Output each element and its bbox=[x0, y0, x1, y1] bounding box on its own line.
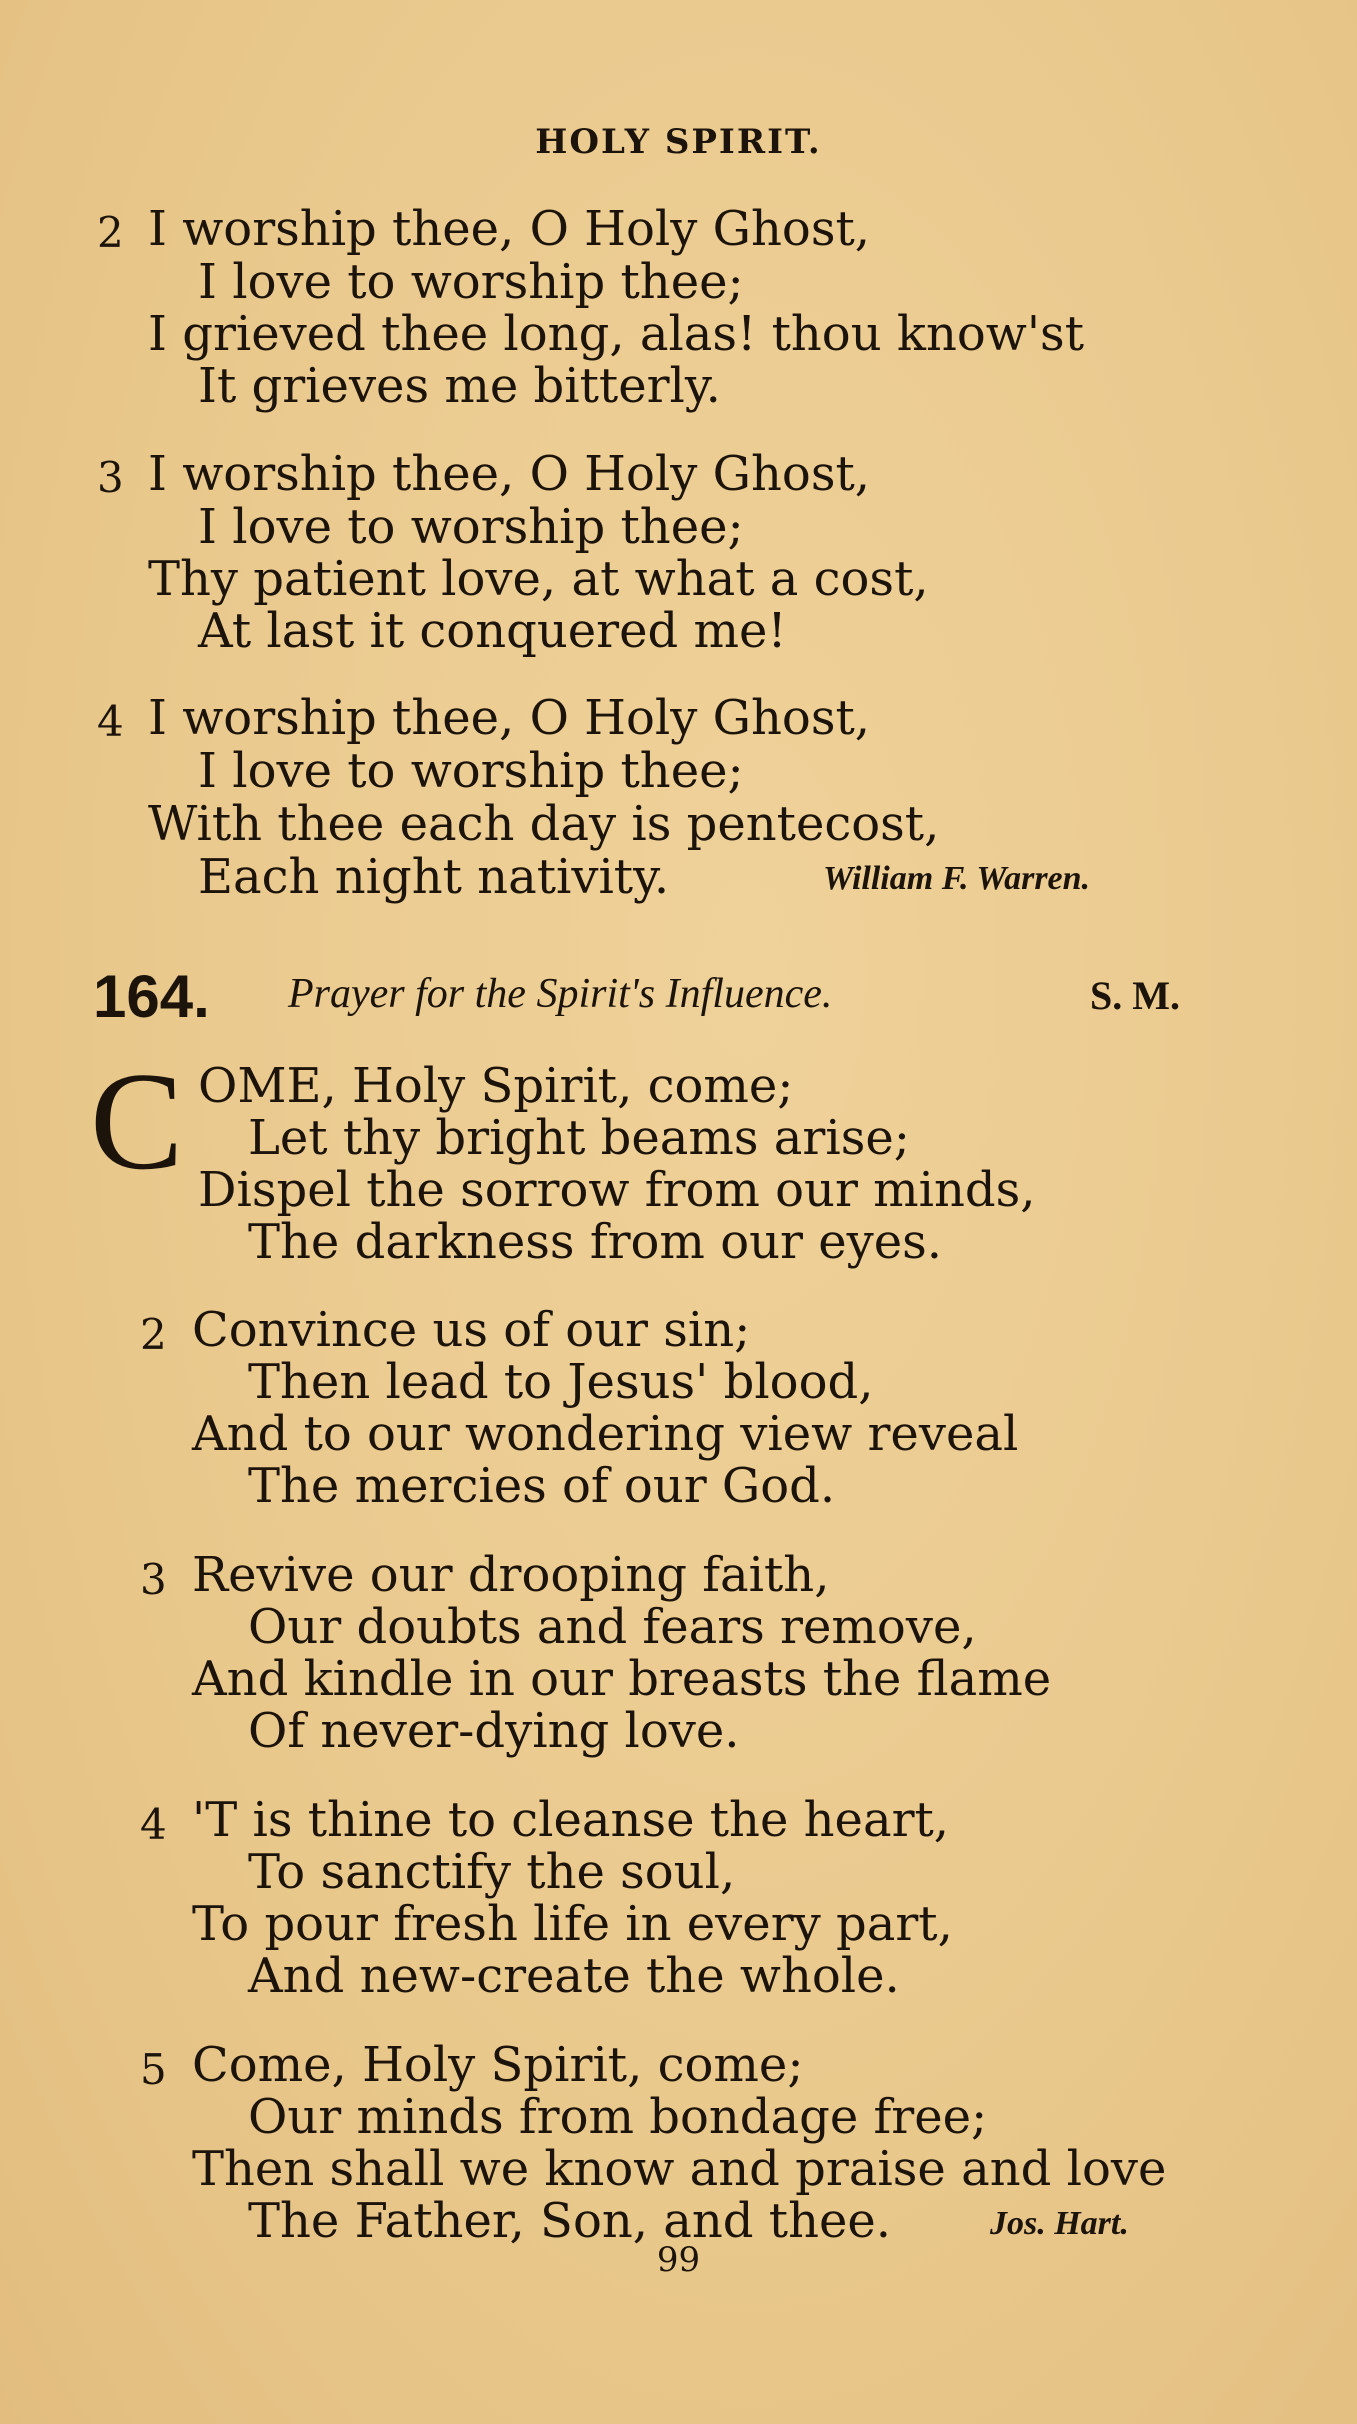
verse-line: Our doubts and fears remove, bbox=[248, 1599, 977, 1655]
verse-line: OME, Holy Spirit, come; bbox=[198, 1058, 794, 1114]
hymn-meter: S. M. bbox=[1090, 973, 1180, 1018]
verse-line: Revive our drooping faith, bbox=[192, 1547, 830, 1603]
verse-line: And kindle in our breasts the flame bbox=[192, 1651, 1052, 1707]
verse-line: With thee each day is pentecost, bbox=[148, 796, 940, 852]
drop-cap: C bbox=[90, 1044, 184, 1199]
verse-line: I love to worship thee; bbox=[198, 254, 744, 310]
verse-line: 'T is thine to cleanse the heart, bbox=[192, 1792, 950, 1848]
verse-number: 3 bbox=[97, 453, 124, 502]
verse-line: At last it conquered me! bbox=[198, 603, 787, 659]
verse-number: 4 bbox=[140, 1800, 167, 1849]
verse-line: I grieved thee long, alas! thou know'st bbox=[148, 306, 1084, 362]
verse-line: Convince us of our sin; bbox=[192, 1302, 751, 1358]
verse-line: To pour fresh life in every part, bbox=[192, 1896, 953, 1952]
verse-line: I love to worship thee; bbox=[198, 499, 744, 555]
verse-line: Come, Holy Spirit, come; bbox=[192, 2037, 804, 2093]
hymn-number: 164. bbox=[93, 963, 210, 1030]
verse-line: The Father, Son, and thee. bbox=[248, 2193, 892, 2249]
verse-line: Dispel the sorrow from our minds, bbox=[198, 1162, 1036, 1218]
verse-number: 5 bbox=[140, 2045, 167, 2094]
verse-line: Then shall we know and praise and love bbox=[192, 2141, 1167, 2197]
verse-number: 2 bbox=[97, 208, 124, 257]
verse-line: And new-create the whole. bbox=[248, 1948, 900, 2004]
page-header: HOLY SPIRIT. bbox=[535, 122, 822, 162]
verse-number: 3 bbox=[140, 1555, 167, 1604]
verse-line: Thy patient love, at what a cost, bbox=[148, 551, 929, 607]
verse-line: The mercies of our God. bbox=[248, 1458, 836, 1514]
author-attribution: Jos. Hart. bbox=[990, 2205, 1129, 2242]
verse-line: And to our wondering view reveal bbox=[192, 1406, 1019, 1462]
author-attribution: William F. Warren. bbox=[823, 860, 1091, 897]
verse-line: I worship thee, O Holy Ghost, bbox=[148, 446, 870, 502]
verse-line: To sanctify the soul, bbox=[248, 1844, 736, 1900]
hymn-title: Prayer for the Spirit's Influence. bbox=[288, 971, 833, 1017]
verse-line: Our minds from bondage free; bbox=[248, 2089, 988, 2145]
verse-line: It grieves me bitterly. bbox=[198, 358, 721, 414]
verse-line: I worship thee, O Holy Ghost, bbox=[148, 201, 870, 257]
verse-line: Let thy bright beams arise; bbox=[248, 1110, 910, 1166]
verse-number: 4 bbox=[97, 697, 124, 746]
verse-line: Each night nativity. bbox=[198, 849, 670, 905]
verse-line: Then lead to Jesus' blood, bbox=[248, 1354, 874, 1410]
verse-line: The darkness from our eyes. bbox=[248, 1214, 943, 1270]
verse-number: 2 bbox=[140, 1310, 167, 1359]
page-number: 99 bbox=[656, 2240, 701, 2280]
verse-line: I love to worship thee; bbox=[198, 743, 744, 799]
verse-line: I worship thee, O Holy Ghost, bbox=[148, 690, 870, 746]
verse-line: Of never-dying love. bbox=[248, 1703, 740, 1759]
